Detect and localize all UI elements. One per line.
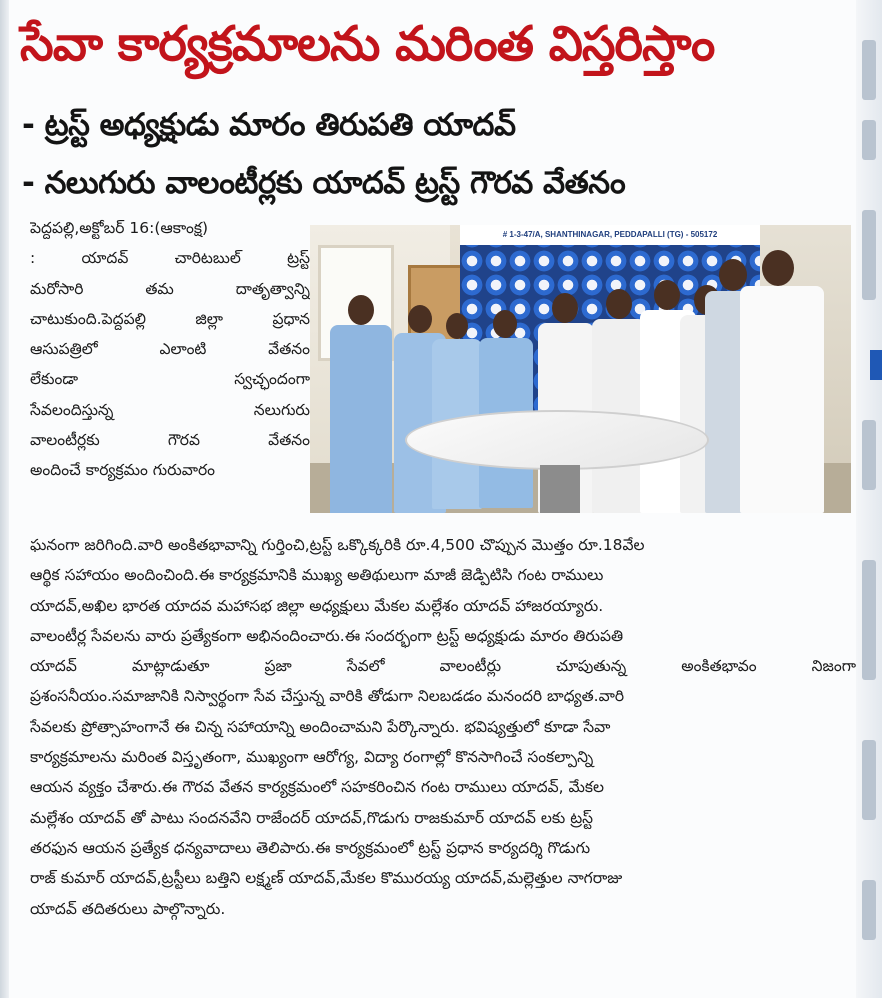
article-line: అందించే కార్యక్రమం గురువారం xyxy=(30,461,216,480)
photo-table xyxy=(405,410,709,470)
article-line: సేవలకు ప్రోత్సాహంగానే ఈ చిన్న సహాయాన్ని అందించామని పేర్కొన్నారు. భవిష్యత్తులో కూడా సేవా xyxy=(30,717,611,736)
photo-banner-text: # 1-3-47/A, SHANTHINAGAR, PEDDAPALLI (TG) - 505172 xyxy=(460,225,760,245)
news-photo xyxy=(310,225,851,513)
article-line: యాదవ్ తదితరులు పాల్గొన్నారు. xyxy=(30,899,226,918)
article-line: కార్యక్రమాలను మరింత విస్తృతంగా, ముఖ్యంగా ఆరోగ్య, విద్యా రంగాల్లో కొనసాగించే సంకల్పాన్ని xyxy=(30,748,594,767)
article-line: యాదవ్ మాట్లాడుతూ ప్రజా సేవలో వాలంటీర్లు చూపుతున్న అంకితభావం నిజంగా xyxy=(30,657,856,676)
article-line: యాదవ్,అఖిల భారత యాదవ మహాసభ జిల్లా అధ్యక్షులు మేకల మల్లేశం యాదవ్ హాజరయ్యారు. xyxy=(30,596,604,615)
article-line: మరోసారి తమ దాతృత్వాన్ని xyxy=(30,279,310,298)
bleed-mark xyxy=(862,40,876,100)
article-line: ప్రశంసనీయం.సమాజానికి నిస్వార్థంగా సేవ చేస్తున్న వారికి తోడుగా నిలబడడం మనందరి బాధ్యత.వారి xyxy=(30,687,625,706)
article-line: ఆసుపత్రిలో ఎలాంటి వేతనం xyxy=(30,340,310,359)
article-line: : యాదవ్ చారిటబుల్ ట్రస్ట్ xyxy=(30,249,310,268)
article-line: చాటుకుంది.పెద్దపల్లి జిల్లా ప్రధాన xyxy=(30,309,310,328)
article-line: ఆయన వ్యక్తం చేశారు.ఈ గౌరవ వేతన కార్యక్రమంలో సహకరించిన గంట రాములు యాదవ్, మేకల xyxy=(30,778,604,797)
article-body-narrow xyxy=(30,213,310,486)
article-line: ఆర్థిక సహాయం అందించింది.ఈ కార్యక్రమానికి ముఖ్య అతిథులుగా మాజీ జెడ్పిటిసి గంట రాములు xyxy=(30,566,604,585)
article-line: తరఫున ఆయన ప్రత్యేక ధన్యవాదాలు తెలిపారు.ఈ కార్యక్రమంలో ట్రస్ట్ ప్రధాన కార్యదర్శి గొడుగు xyxy=(30,838,591,857)
bleed-mark xyxy=(862,880,876,940)
article-line: వాలంటీర్లకు గౌరవ వేతనం xyxy=(30,431,310,450)
article-line: లేకుండా స్వచ్ఛందంగా xyxy=(30,370,310,389)
page-edge-right xyxy=(856,0,882,998)
subheadline-1: - ట్రస్ట్ అధ్యక్షుడు మారం తిరుపతి యాదవ్ xyxy=(22,107,516,143)
bleed-mark xyxy=(862,740,876,820)
article-line: మల్లేశం యాదవ్ తో పాటు సందనవేని రాజేందర్ యాదవ్,గొడుగు రాజకుమార్ యాదవ్ లకు ట్రస్ట్ xyxy=(30,808,594,827)
bleed-color-mark xyxy=(870,350,882,380)
headline: సేవా కార్యక్రమాలను మరింత విస్తరిస్తాం xyxy=(20,16,715,72)
article-line: వాలంటీర్ల సేవలను వారు ప్రత్యేకంగా అభినందించారు.ఈ సందర్భంగా ట్రస్ట్ అధ్యక్షుడు మారం తిరుపతి xyxy=(30,626,624,645)
photo-table-leg xyxy=(540,465,580,513)
bleed-mark xyxy=(862,560,876,680)
bleed-mark xyxy=(862,420,876,490)
subheadline-2: - నలుగురు వాలంటీర్లకు యాదవ్ ట్రస్ట్ గౌరవ వేతనం xyxy=(22,165,626,201)
page-edge-left xyxy=(0,0,9,998)
article-line: పెద్దపల్లి,అక్టోబర్ 16:(ఆకాంక్ష) xyxy=(30,219,209,237)
bleed-mark xyxy=(862,120,876,160)
article-line: ఘనంగా జరిగింది.వారి అంకితభావాన్ని గుర్తించి,ట్రస్ట్ ఒక్కొక్కరికి రూ.4,500 చొప్పున మొత్తం రూ.18వేల xyxy=(30,536,645,554)
article-body-wide xyxy=(30,530,856,924)
article-line: రాజ్ కుమార్ యాదవ్,ట్రస్టీలు బత్తిని లక్ష్మణ్ యాదవ్,మేకల కొమురయ్య యాదవ్,మల్లెత్తుల నాగరాజు xyxy=(30,869,623,888)
bleed-mark xyxy=(862,210,876,300)
article-line: సేవలందిస్తున్న నలుగురు xyxy=(30,400,310,419)
